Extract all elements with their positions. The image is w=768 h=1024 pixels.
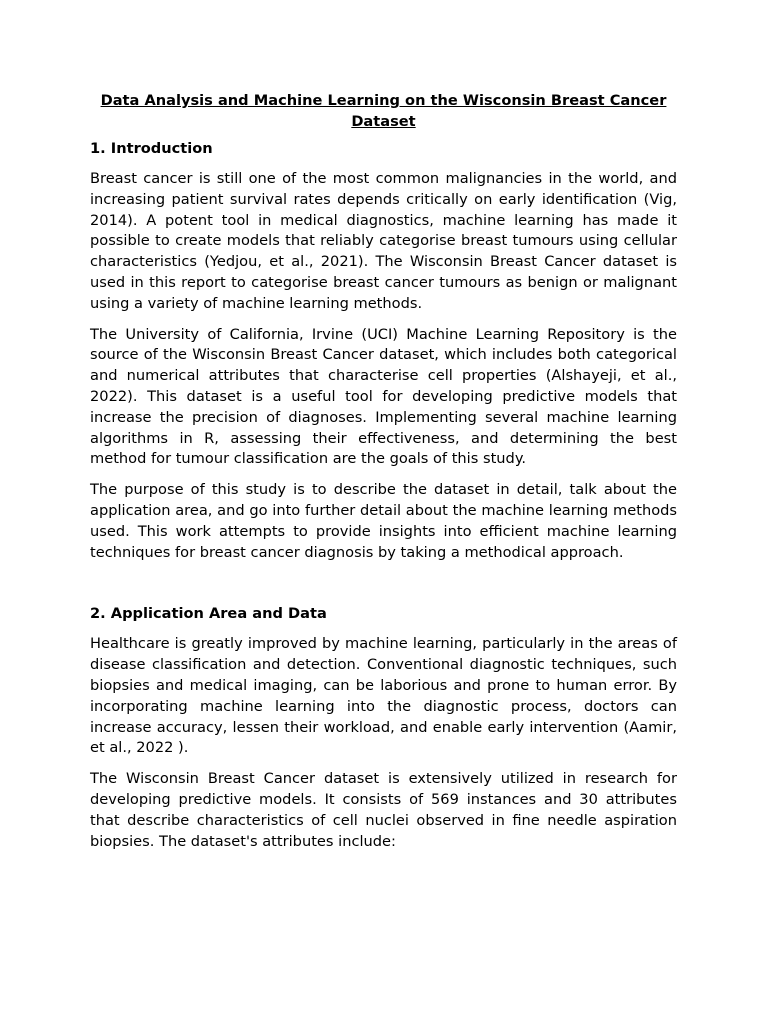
section-heading-introduction: 1. Introduction: [90, 140, 213, 157]
paragraph: The Wisconsin Breast Cancer dataset is extensively utilized in research for developing predictive models. It consists of 569 instances and 30 attributes that describe characteristics of cell nuclei observed in fine needle aspiration biopsies. The dataset's attributes include:: [90, 770, 677, 850]
section-introduction: [90, 138, 677, 563]
paragraph: Breast cancer is still one of the most common malignancies in the world, and increasing patient survival rates depends critically on early identification (Vig, 2014). A potent tool in medical diagnostics, machine learning has made it possible to create models that reliably categorise breast tumours using cellular characteristics (Yedjou, et al., 2021). The Wisconsin Breast Cancer dataset is used in this report to categorise breast cancer tumours as benign or malignant using a variety of machine learning methods.: [90, 170, 677, 312]
section-spacer: [90, 573, 677, 603]
document-title: Data Analysis and Machine Learning on the Wisconsin Breast Cancer Dataset: [100, 92, 667, 130]
paragraph: Healthcare is greatly improved by machine learning, particularly in the areas of disease classification and detection. Conventional diagnostic techniques, such biopsies and medical imaging, can be laborious and prone to human error. By incorporating machine learning into the diagnostic process, doctors can increase accuracy, lessen their workload, and enable early intervention (Aamir, et al., 2022 ).: [90, 635, 677, 757]
paragraph: The University of California, Irvine (UCI) Machine Learning Repository is the source of the Wisconsin Breast Cancer dataset, which includes both categorical and numerical attributes that characterise cell properties (Alshayeji, et al., 2022). This dataset is a useful tool for developing predictive models that increase the precision of diagnoses. Implementing several machine learning algorithms in R, assessing their effectiveness, and determining the best method for tumour classification are the goals of this study.: [90, 325, 677, 468]
document-page: [90, 90, 677, 862]
paragraph: The purpose of this study is to describe the dataset in detail, talk about the application area, and go into further detail about the machine learning methods used. This work attempts to provide insights into efficient machine learning techniques for breast cancer diagnosis by taking a methodical approach.: [90, 481, 677, 561]
section-application-area: [90, 603, 677, 852]
section-heading-application-area: 2. Application Area and Data: [90, 605, 327, 623]
